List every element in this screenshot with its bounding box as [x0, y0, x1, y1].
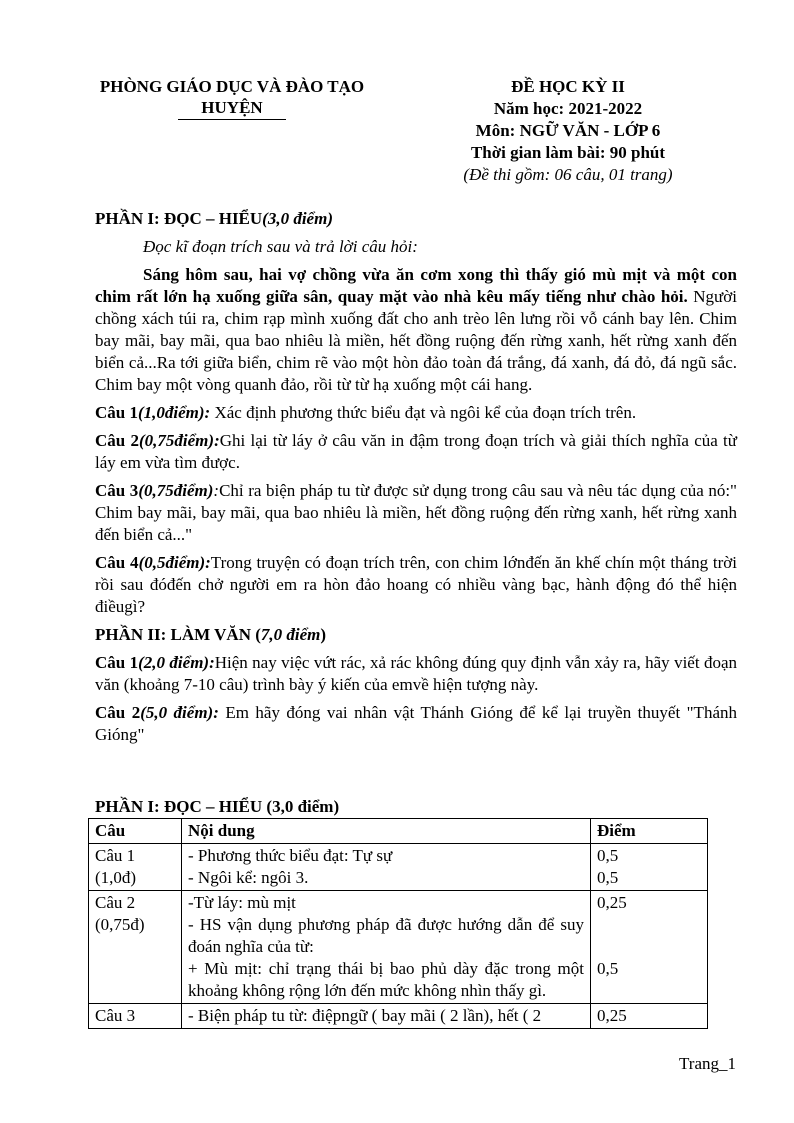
department-header: [84, 76, 380, 120]
part1-instruction: Đọc kĩ đoạn trích sau và trả lời câu hỏi:: [143, 237, 418, 256]
essay-question-2: Câu 2(5,0 điểm): Em hãy đóng vai nhân vật Thánh Gióng để kể lại truyền thuyết "Thánh Gióng": [95, 703, 737, 744]
score-cell: 0,5 0,5: [591, 844, 708, 891]
header-noi-dung: Nội dung: [182, 819, 591, 844]
page-number: Trang_1: [679, 1054, 736, 1073]
duration: Thời gian làm bài: 90 phút: [470, 143, 666, 162]
question-2: Câu 2(0,75điểm):Ghi lại từ láy ở câu văn in đậm trong đoạn trích và giải thích nghĩa của từ láy em vừa tìm được.: [95, 431, 737, 472]
table-row: [89, 1004, 708, 1029]
content-cell: - Biện pháp tu từ: điệpngữ ( bay mãi ( 2 lần), hết ( 2: [182, 1004, 591, 1029]
exam-note: (Đề thi gồm: 06 câu, 01 trang): [463, 165, 673, 184]
content-cell: -Từ láy: mù mịt - HS vận dụng phương pháp đã được hướng dẫn để suy đoán nghĩa của từ: + Mù mịt: chỉ trạng thái bị bao phủ dày đặc trong một khoảng không rộng lớn đến mức không nhìn thấy gì.: [182, 891, 591, 1004]
answer-key-table: [88, 818, 708, 1029]
score-cell: 0,25: [591, 1004, 708, 1029]
exam-body: [95, 208, 737, 752]
question-3: Câu 3(0,75điểm):Chỉ ra biện pháp tu từ được sử dụng trong câu sau và nêu tác dụng của nó:" Chim bay mãi, bay mãi, qua bao nhiêu là miền, hết đồng ruộng đến rừng xanh, hết rừng xanh đến biển cả...": [95, 481, 737, 544]
table-row: [89, 891, 708, 1004]
exam-header: [418, 76, 718, 186]
subject: Môn: NGỮ VĂN - LỚP 6: [475, 121, 661, 140]
table-row: [89, 844, 708, 891]
question-4: Câu 4(0,5điểm):Trong truyện có đoạn trích trên, con chim lớnđến ăn khế chín một tháng trời rồi sau đóđến chở người em ra hòn đảo hoang có nhiều vàng bạc, hành động đó thể hiện điềugì?: [95, 553, 737, 616]
reading-passage: Sáng hôm sau, hai vợ chồng vừa ăn cơm xong thì thấy gió mù mịt và một con chim rất lớn hạ xuống giữa sân, quay mặt vào nhà kêu mấy tiếng như chào hỏi. Người chồng xách túi ra, chim rạp mình xuống đất cho anh trèo lên lưng rồi vỗ cánh bay lên. Chim bay mãi, bay mãi, qua bao nhiêu là miền, hết đồng ruộng đến rừng xanh, hết rừng xanh đến biển cả...Ra tới giữa biển, chim rẽ vào một hòn đảo toàn đá trắng, đá xanh, đá đỏ, đá ngũ sắc. Chim bay một vòng quanh đảo, rồi từ từ hạ xuống một cái hang.: [95, 265, 737, 394]
exam-title: ĐỀ HỌC KỲ II: [511, 77, 625, 96]
header-underline: [178, 119, 286, 120]
header-cau: Câu: [89, 819, 182, 844]
part2-heading: PHẦN II: LÀM VĂN (7,0 điểm): [95, 625, 327, 644]
school-year: Năm học: 2021-2022: [493, 99, 643, 118]
cau-cell: Câu 1 (1,0đ): [89, 844, 182, 891]
district-name: HUYỆN: [201, 98, 263, 117]
cau-cell: Câu 2 (0,75đ): [89, 891, 182, 1004]
table-header-row: [89, 819, 708, 844]
content-cell: - Phương thức biểu đạt: Tự sự - Ngôi kể: ngôi 3.: [182, 844, 591, 891]
answer-key-title: PHẦN I: ĐỌC – HIỂU (3,0 điểm): [95, 797, 340, 816]
score-cell: 0,25 0,5: [591, 891, 708, 1004]
part1-heading: PHẦN I: ĐỌC – HIỂU(3,0 điểm): [95, 209, 333, 228]
question-1: Câu 1(1,0điểm): Xác định phương thức biểu đạt và ngôi kể của đoạn trích trên.: [95, 403, 637, 422]
department-name: PHÒNG GIÁO DỤC VÀ ĐÀO TẠO: [99, 77, 365, 96]
cau-cell: Câu 3: [89, 1004, 182, 1029]
essay-question-1: Câu 1(2,0 điểm):Hiện nay việc vứt rác, xả rác không đúng quy định vẫn xảy ra, hãy viết đoạn văn (khoảng 7-10 câu) trình bày ý kiến của emvề hiện tượng này.: [95, 653, 737, 694]
header-diem: Điểm: [591, 819, 708, 844]
